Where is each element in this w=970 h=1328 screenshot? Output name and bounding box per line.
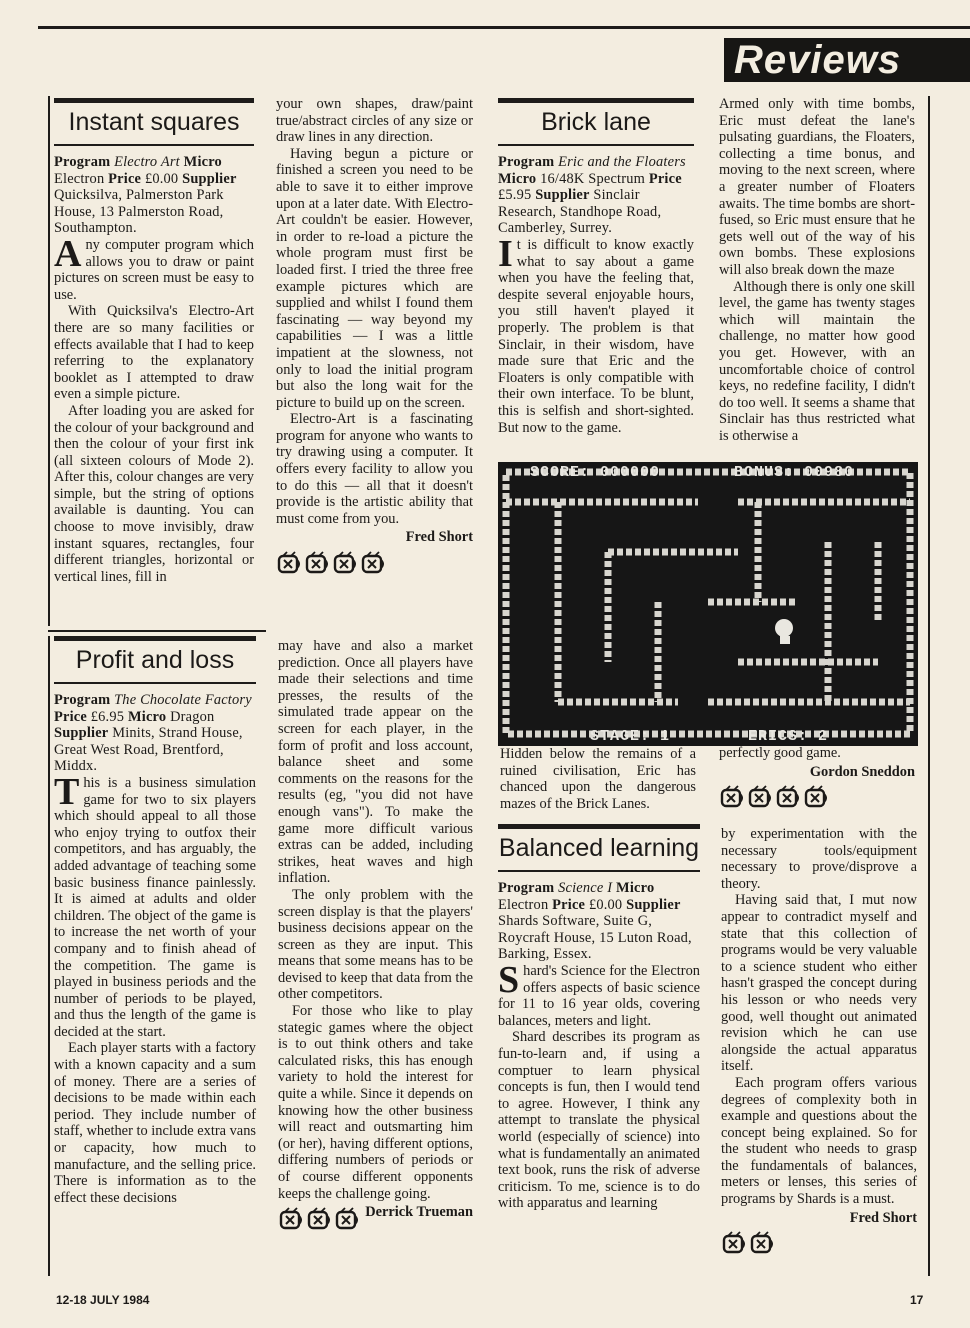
tv-mug-icon bbox=[306, 1206, 332, 1232]
top-rule bbox=[38, 26, 970, 29]
balanced-rating bbox=[721, 1230, 917, 1256]
instant-para: Electro-Art is a fascinating program for anyone who wants to try drawing using a computer. It offers every facility to allow you to do this — all that it doesn't provide is the artistic ability that must come from you. bbox=[276, 411, 473, 527]
profit-rating bbox=[278, 1206, 360, 1232]
profit-spec: Program The Chocolate Factory Price £6.95 Micro Dragon Supplier Minits, Strand House, Great West Road, Brentford, Middx. bbox=[54, 692, 252, 775]
instant-para: your own shapes, draw/paint true/abstract circles of any size or draw lines in any direction. bbox=[276, 96, 473, 146]
instant-para: With Quicksilva's Electro-Art there are so many facilities or effects available that I had to keep referring to the explanatory booklet as I attempted to draw even a simple picture. bbox=[54, 303, 254, 403]
balanced-title: Balanced learning bbox=[498, 824, 700, 872]
instant-para: Having begun a picture or finished a screen you need to be able to save it to either improve upon at a later date. With Electro-Art couldn't be easier. However, in order to re-load a picture the whole program must first be loaded first. I tried the three free example pictures which are supplied and whilst I found them fascinating — way beyond my capabilities — I was a little impatient at the slowness, not only to load the initial program but also the long wait for the picture to build up on the screen. bbox=[276, 145, 473, 411]
instant-byline: Fred Short bbox=[405, 529, 473, 546]
tv-mug-icon bbox=[775, 784, 801, 810]
balanced-para: by experimentation with the necessary tools/equipment necessary to prove/disprove a theory. bbox=[721, 826, 917, 892]
instant-col-2 bbox=[276, 96, 473, 576]
instant-rating bbox=[276, 550, 473, 576]
profit-title: Profit and loss bbox=[54, 636, 256, 684]
tv-mug-icon bbox=[360, 550, 386, 576]
balanced-para: Shard describes its program as fun-to-learn and, if using a comptuer to learn physical concepts is fun, then I would tend to agree. However, I think any attempt to translate the physical world (especially of science) into what is fundamentally an animated text book, runs the risk of adverse criticism. To me, science is to do with apparatus and learning bbox=[498, 1029, 700, 1212]
tv-mug-icon bbox=[276, 550, 302, 576]
footer-date: 12-18 JULY 1984 bbox=[56, 1293, 150, 1307]
tv-mug-icon bbox=[721, 1230, 747, 1256]
balanced-para: Having said that, I mut now appear to contradict myself and state that this collection of programs would be very valuable to a science student who either hasn't grasped the concept during his lesson or who needs very good, well thought out animated revision which he can use alongside the actual apparatus itself. bbox=[721, 892, 917, 1075]
profit-para: For those who like to play stategic games where the object is to out think others and take calculated risks, this has enough variety to hold the interest for quite a while. Since it depends on knowing how the other business will react and outsmarting him (or her), having different options, differing numbers of periods or of course different opponents keeps the challenge going. bbox=[278, 1003, 473, 1202]
instant-title: Instant squares bbox=[54, 98, 254, 146]
erics-readout: ERICS: 2 bbox=[748, 728, 829, 745]
score-readout: SCORE: 000000 bbox=[530, 464, 661, 481]
tv-mug-icon bbox=[334, 1206, 360, 1232]
brick-para: Although there is only one skill level, the game has twenty stages which will maintain the challenge, no matter how good you get. However, with an uncomfortable choice of control keys, no redefine facility, I didn't do too well. It seems a shame that Sinclair has thus restricted what is otherwise a bbox=[719, 278, 915, 444]
divider bbox=[48, 630, 266, 632]
instant-para: After loading you are asked for the colour of your background and then the colour of your first ink (all sixteen colours of Mode 2). After this, colour changes are very simple, but the string of options available is daunting. You can choose to move invisibly, draw instant squares, rectangles, four different triangles, horizontal or vertical lines, fill in bbox=[54, 402, 254, 585]
column-rule bbox=[48, 636, 50, 1276]
tv-mug-icon bbox=[332, 550, 358, 576]
brick-para: perfectly good game. bbox=[719, 745, 841, 761]
bonus-readout: BONUS: 00980 bbox=[734, 464, 855, 481]
balanced-para: Shard's Science for the Electron offers aspects of basic science for 11 to 16 year olds, covering balances, meters and light. bbox=[498, 958, 700, 1029]
brick-col-2 bbox=[719, 96, 915, 444]
profit-para: This is a business simulation game for two to six players which should appeal to all those who enjoy trying to outfox their competitors, and has arguably, the added advantage of teaching some basic business finance painlessly. It is aimed at adults and older children. The object of the game is to increase the net worth of your company and to finish ahead of the competition. The game is played in business periods and the number of periods to be played, and thus the length of the game is decided at the start. bbox=[54, 770, 256, 1040]
profit-para: may have and also a market prediction. Once all players have made their selections and time presses, the results of the simulated trade appear on the screen for each player, in the form of profit and loss account, balance sheet and some comments on the reasons for the results (eg, "you did not have enough vans"). To make the game more difficult various extras can be added, including strikes, heat waves and high inflation. bbox=[278, 638, 473, 887]
instant-spec: Program Electro Art Micro Electron Price £0.00 Supplier Quicksilva, Palmerston Park House, 13 Palmerston Road, Southampton. bbox=[54, 154, 237, 237]
game-caption: Hidden below the remains of a ruined civilisation, Eric has chanced upon the dangerous mazes of the Brick Lanes. bbox=[500, 746, 696, 812]
profit-col-2 bbox=[278, 638, 473, 1232]
brick-para: Armed only with time bombs, Eric must defeat the lane's pulsating guardians, the Floaters, collecting a time bonus, and moving to the next screen, where a greater number of Floaters awaits. The time bombs are short-fused, so Eric must ensure that he gets well out of the way of his own bombs. These explosions will also break down the maze bbox=[719, 96, 915, 278]
maze-graphic bbox=[498, 462, 918, 746]
balanced-col-1 bbox=[498, 824, 700, 1212]
balanced-spec: Program Science I Micro Electron Price £0.00 Supplier Shards Software, Suite G, Roycraft House, 15 Luton Road, Barking, Essex. bbox=[498, 880, 692, 963]
tv-mug-icon bbox=[304, 550, 330, 576]
tv-mug-icon bbox=[719, 784, 745, 810]
tv-mug-icon bbox=[803, 784, 829, 810]
game-screenshot bbox=[498, 462, 918, 746]
balanced-col-2 bbox=[721, 826, 917, 1256]
brick-spec: Program Eric and the Floaters Micro 16/48K Spectrum Price £5.95 Supplier Sinclair Research, Standhope Road, Camberley, Surrey. bbox=[498, 154, 686, 237]
brick-col-3 bbox=[719, 745, 915, 810]
profit-col-1 bbox=[54, 636, 256, 1206]
tv-mug-icon bbox=[749, 1230, 775, 1256]
brick-byline: Gordon Sneddon bbox=[809, 763, 915, 780]
instant-col-1 bbox=[54, 98, 254, 585]
stage-readout: STAGE: 1 bbox=[590, 728, 671, 745]
brick-title: Brick lane bbox=[498, 98, 694, 146]
profit-para: Each player starts with a factory with a known capacity and a sum of money. There are a series of decisions to be made within each period. They include number of staff, whether to include extra vans or capacity, how much to manufacture, and the selling price. There is information as to the effect these decisions bbox=[54, 1040, 256, 1206]
page-number: 17 bbox=[910, 1293, 924, 1307]
brick-col-1 bbox=[498, 98, 694, 436]
column-rule bbox=[928, 96, 930, 1276]
instant-para: Any computer program which allows you to draw or paint pictures on screen must be easy to use. bbox=[54, 232, 254, 303]
profit-byline: Derrick Trueman bbox=[365, 1204, 473, 1221]
column-rule bbox=[48, 96, 50, 626]
balanced-para: Each program offers various degrees of complexity both in example and questions about the concept being explained. So for the student who needs to grasp the fundamentals of balances, meters or lenses, this series of programs by Shards is a must. bbox=[721, 1074, 917, 1208]
tv-mug-icon bbox=[278, 1206, 304, 1232]
section-tab: Reviews bbox=[724, 38, 970, 82]
brick-para: It is difficult to know exactly what to say about a game when you have the feeling that, despite several enjoyable hours, you still haven't played it properly. The problem is that Sinclair, in their wisdom, have made sure that Eric and the Floaters is only compatible with their own interface. To be blunt, this is selfish and short-sighted. But now to the game. bbox=[498, 232, 694, 436]
profit-para: The only problem with the screen display is that the players' business decisions appear on the screen as they are input. This means that some means has to be devised to keep that data from the other competitors. bbox=[278, 886, 474, 1003]
tv-mug-icon bbox=[747, 784, 773, 810]
balanced-byline: Fred Short bbox=[849, 1209, 917, 1226]
brick-rating bbox=[719, 784, 915, 810]
